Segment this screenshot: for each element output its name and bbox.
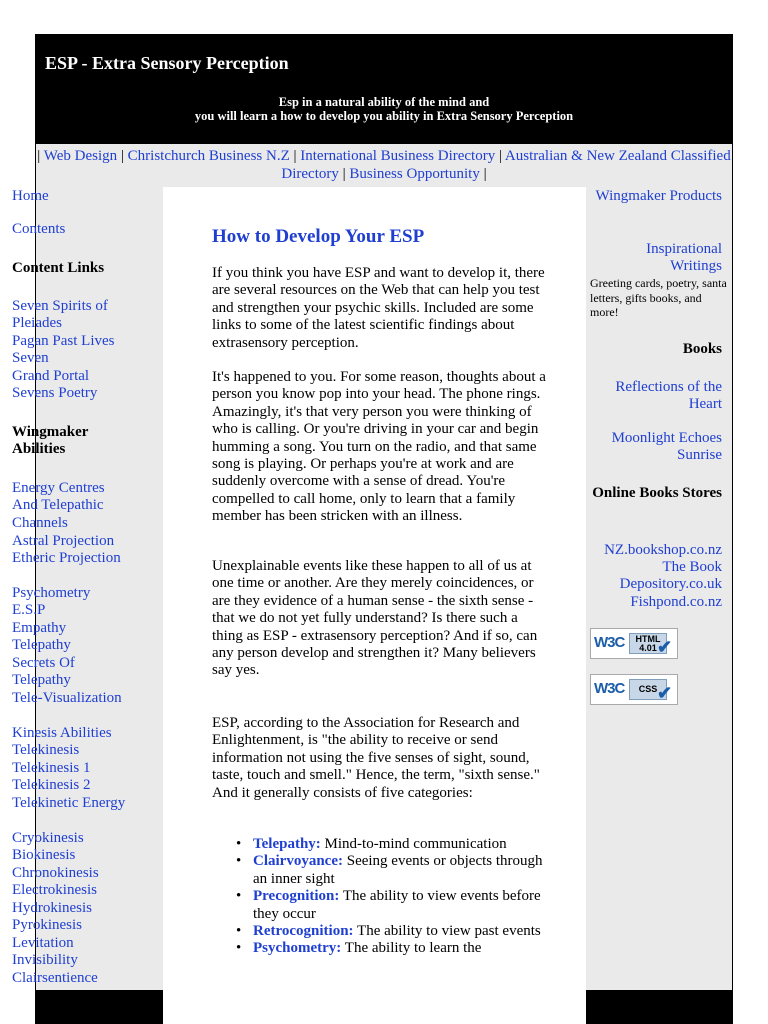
sidebar-link-telekinesis[interactable]: Telekinesis: [12, 742, 80, 758]
right-link-wingmaker-products[interactable]: Wingmaker Products: [595, 188, 722, 204]
right-link-inspirational-writings[interactable]: Inspirational Writings: [646, 241, 722, 275]
right-link-fishpond[interactable]: Fishpond.co.nz: [630, 594, 722, 610]
badge-label-css: CSS: [638, 684, 658, 694]
category-description: The ability to learn the: [344, 940, 482, 957]
sidebar-link-astral-projection[interactable]: Astral Projection: [12, 533, 115, 549]
sidebar-link-psychometry[interactable]: Psychometry: [12, 585, 91, 601]
category-term: Psychometry:: [253, 940, 342, 957]
site-tagline: [35, 95, 733, 123]
sidebar-link-telekinesis-1[interactable]: Telekinesis 1: [12, 760, 91, 776]
top-navigation: [36, 144, 732, 187]
tagline-line-1: Esp in a natural ability of the mind and: [278, 95, 490, 109]
article-paragraph-1: If you think you have ESP and want to develop it, there are several resources on the Web that can help you test and strengthen your psychic skills. Included are some links to some of the latest scientific findings about extrasensory perception.: [212, 265, 545, 351]
list-item: [212, 853, 552, 888]
sidebar-link-tele-visualization[interactable]: Tele-Visualization: [12, 690, 122, 706]
sidebar-link-empathy[interactable]: Empathy: [12, 620, 67, 636]
sidebar-link-contents[interactable]: Contents: [12, 221, 66, 237]
sidebar-link-telekinesis-2[interactable]: Telekinesis 2: [12, 777, 91, 793]
right-link-reflections-of-the-heart[interactable]: Reflections of the Heart: [615, 379, 722, 413]
sidebar-link-grand-portal[interactable]: Grand Portal: [12, 368, 90, 384]
sidebar-link-pagan-past-lives[interactable]: Pagan Past Lives Seven: [12, 333, 115, 367]
sidebar-link-seven-spirits[interactable]: Seven Spirits of Pleiades: [12, 298, 108, 332]
sidebar-link-levitation[interactable]: Levitation: [12, 935, 74, 951]
sidebar-link-hydrokinesis[interactable]: Hydrokinesis: [12, 900, 92, 916]
badge-label-html: HTML: [635, 634, 661, 644]
nav-link-business-opportunity[interactable]: Business Opportunity: [349, 166, 480, 182]
w3c-html-badge[interactable]: [590, 628, 678, 659]
sidebar-link-esp[interactable]: E.S.P: [12, 602, 46, 618]
category-description: The ability to view events before they occur: [253, 888, 541, 922]
nav-separator: |: [483, 166, 487, 182]
article-title: How to Develop Your ESP: [212, 226, 425, 247]
nav-link-web-design[interactable]: Web Design: [43, 148, 118, 164]
nav-link-christchurch-business[interactable]: Christchurch Business N.Z: [127, 148, 290, 164]
nav-separator: |: [37, 148, 41, 164]
esp-categories-list: [212, 836, 552, 958]
nav-link-international-business-directory[interactable]: International Business Directory: [300, 148, 496, 164]
nav-separator: |: [120, 148, 124, 164]
sidebar-link-pyrokinesis[interactable]: Pyrokinesis: [12, 917, 83, 933]
list-item: [212, 888, 552, 923]
sidebar-link-telepathy[interactable]: Telepathy: [12, 637, 71, 653]
bullet-icon: •: [236, 940, 242, 957]
online-book-stores-heading: Online Books Stores: [592, 485, 722, 501]
sidebar-link-electrokinesis[interactable]: Electrokinesis: [12, 882, 97, 898]
nav-link-australian-nz-classified[interactable]: Australian & New Zealand Classified Directory: [281, 148, 731, 182]
right-link-moonlight-echoes-sunrise[interactable]: Moonlight Echoes Sunrise: [611, 430, 722, 464]
list-item: [212, 923, 552, 940]
sidebar-link-etheric-projection[interactable]: Etheric Projection: [12, 550, 121, 566]
wingmaker-abilities-heading: Wingmaker Abilities: [12, 424, 89, 458]
category-description: Mind-to-mind communication: [324, 836, 507, 852]
nav-separator: |: [293, 148, 297, 164]
category-term: Clairvoyance:: [253, 853, 343, 870]
article-paragraph-4: ESP, according to the Association for Research and Enlightenment, is "the ability to receive or send information not using the five senses of sight, sound, taste, touch and smell." Hence, the term, "sixth sense." And it generally consists of five categories:: [212, 715, 540, 801]
right-link-nz-bookshop[interactable]: NZ.bookshop.co.nz: [604, 542, 722, 558]
site-title: ESP - Extra Sensory Perception: [45, 53, 289, 73]
content-links-heading: Content Links: [12, 260, 105, 276]
check-icon: ✔: [657, 637, 673, 657]
bullet-icon: •: [236, 853, 242, 870]
article-paragraph-2: It's happened to you. For some reason, thoughts about a person you know pop into your head. The phone rings. Amazingly, it's that very person you were thinking of who is calling. Or you're driving in your car and begin humming a song. You turn on the radio, and that same song is playing. Or perhaps you're at work and are suddenly overcome with a sense of dread. You're compelled to call home, only to learn that a family member has been stricken with an illness.: [212, 369, 546, 525]
sidebar-link-clairsentience[interactable]: Clairsentience: [12, 970, 98, 986]
sidebar-link-cryokinesis[interactable]: Cryokinesis: [12, 830, 84, 846]
category-description: Seeing events or objects through an inner sight: [253, 853, 543, 887]
category-term: Telepathy:: [253, 836, 321, 852]
w3c-logo: W3C: [594, 634, 625, 651]
article-paragraph-3: Unexplainable events like these happen to all of us at one time or another. Are they merely coincidences, or are they evidence of a human sense - the sixth sense - that we do not yet fully understand? Is there such a thing as ESP - extrasensory perception? And if so, can any person develop and strengthen it? Many believers say yes.: [212, 558, 538, 679]
sidebar-link-telekinetic-energy[interactable]: Telekinetic Energy: [12, 795, 126, 811]
list-item: [212, 836, 552, 853]
sidebar-link-invisibility[interactable]: Invisibility: [12, 952, 78, 968]
site-header: [35, 34, 733, 144]
bullet-icon: •: [236, 836, 242, 852]
tagline-line-2: you will learn a how to develop you ability in Extra Sensory Perception: [194, 109, 574, 123]
badge-label-version: 4.01: [639, 643, 657, 653]
category-term: Precognition:: [253, 888, 340, 905]
bullet-icon: •: [236, 923, 242, 940]
nav-separator: |: [498, 148, 502, 164]
sidebar-link-sevens-poetry[interactable]: Sevens Poetry: [12, 385, 98, 401]
sidebar-link-energy-centres[interactable]: Energy Centres And Telepathic Channels: [12, 480, 105, 531]
w3c-logo: W3C: [594, 680, 625, 697]
books-heading: Books: [682, 341, 722, 357]
sidebar-link-kinesis-abilities[interactable]: Kinesis Abilities: [12, 725, 112, 741]
w3c-css-badge[interactable]: [590, 674, 678, 705]
sidebar-link-home[interactable]: Home: [12, 188, 49, 204]
category-term: Retrocognition:: [253, 923, 354, 940]
nav-separator: |: [342, 166, 346, 182]
check-icon: ✔: [657, 683, 673, 703]
sidebar-link-biokinesis[interactable]: Biokinesis: [12, 847, 76, 863]
category-description: The ability to view past events: [357, 923, 541, 940]
list-item: [212, 940, 552, 957]
right-link-book-depository[interactable]: The Book Depository.co.uk: [619, 559, 722, 593]
inspirational-description: Greeting cards, poetry, santa letters, gifts books, and more!: [590, 276, 727, 319]
sidebar-link-secrets-of-telepathy[interactable]: Secrets Of Telepathy: [12, 655, 75, 689]
bullet-icon: •: [236, 888, 242, 905]
sidebar-link-chronokinesis[interactable]: Chronokinesis: [12, 865, 99, 881]
